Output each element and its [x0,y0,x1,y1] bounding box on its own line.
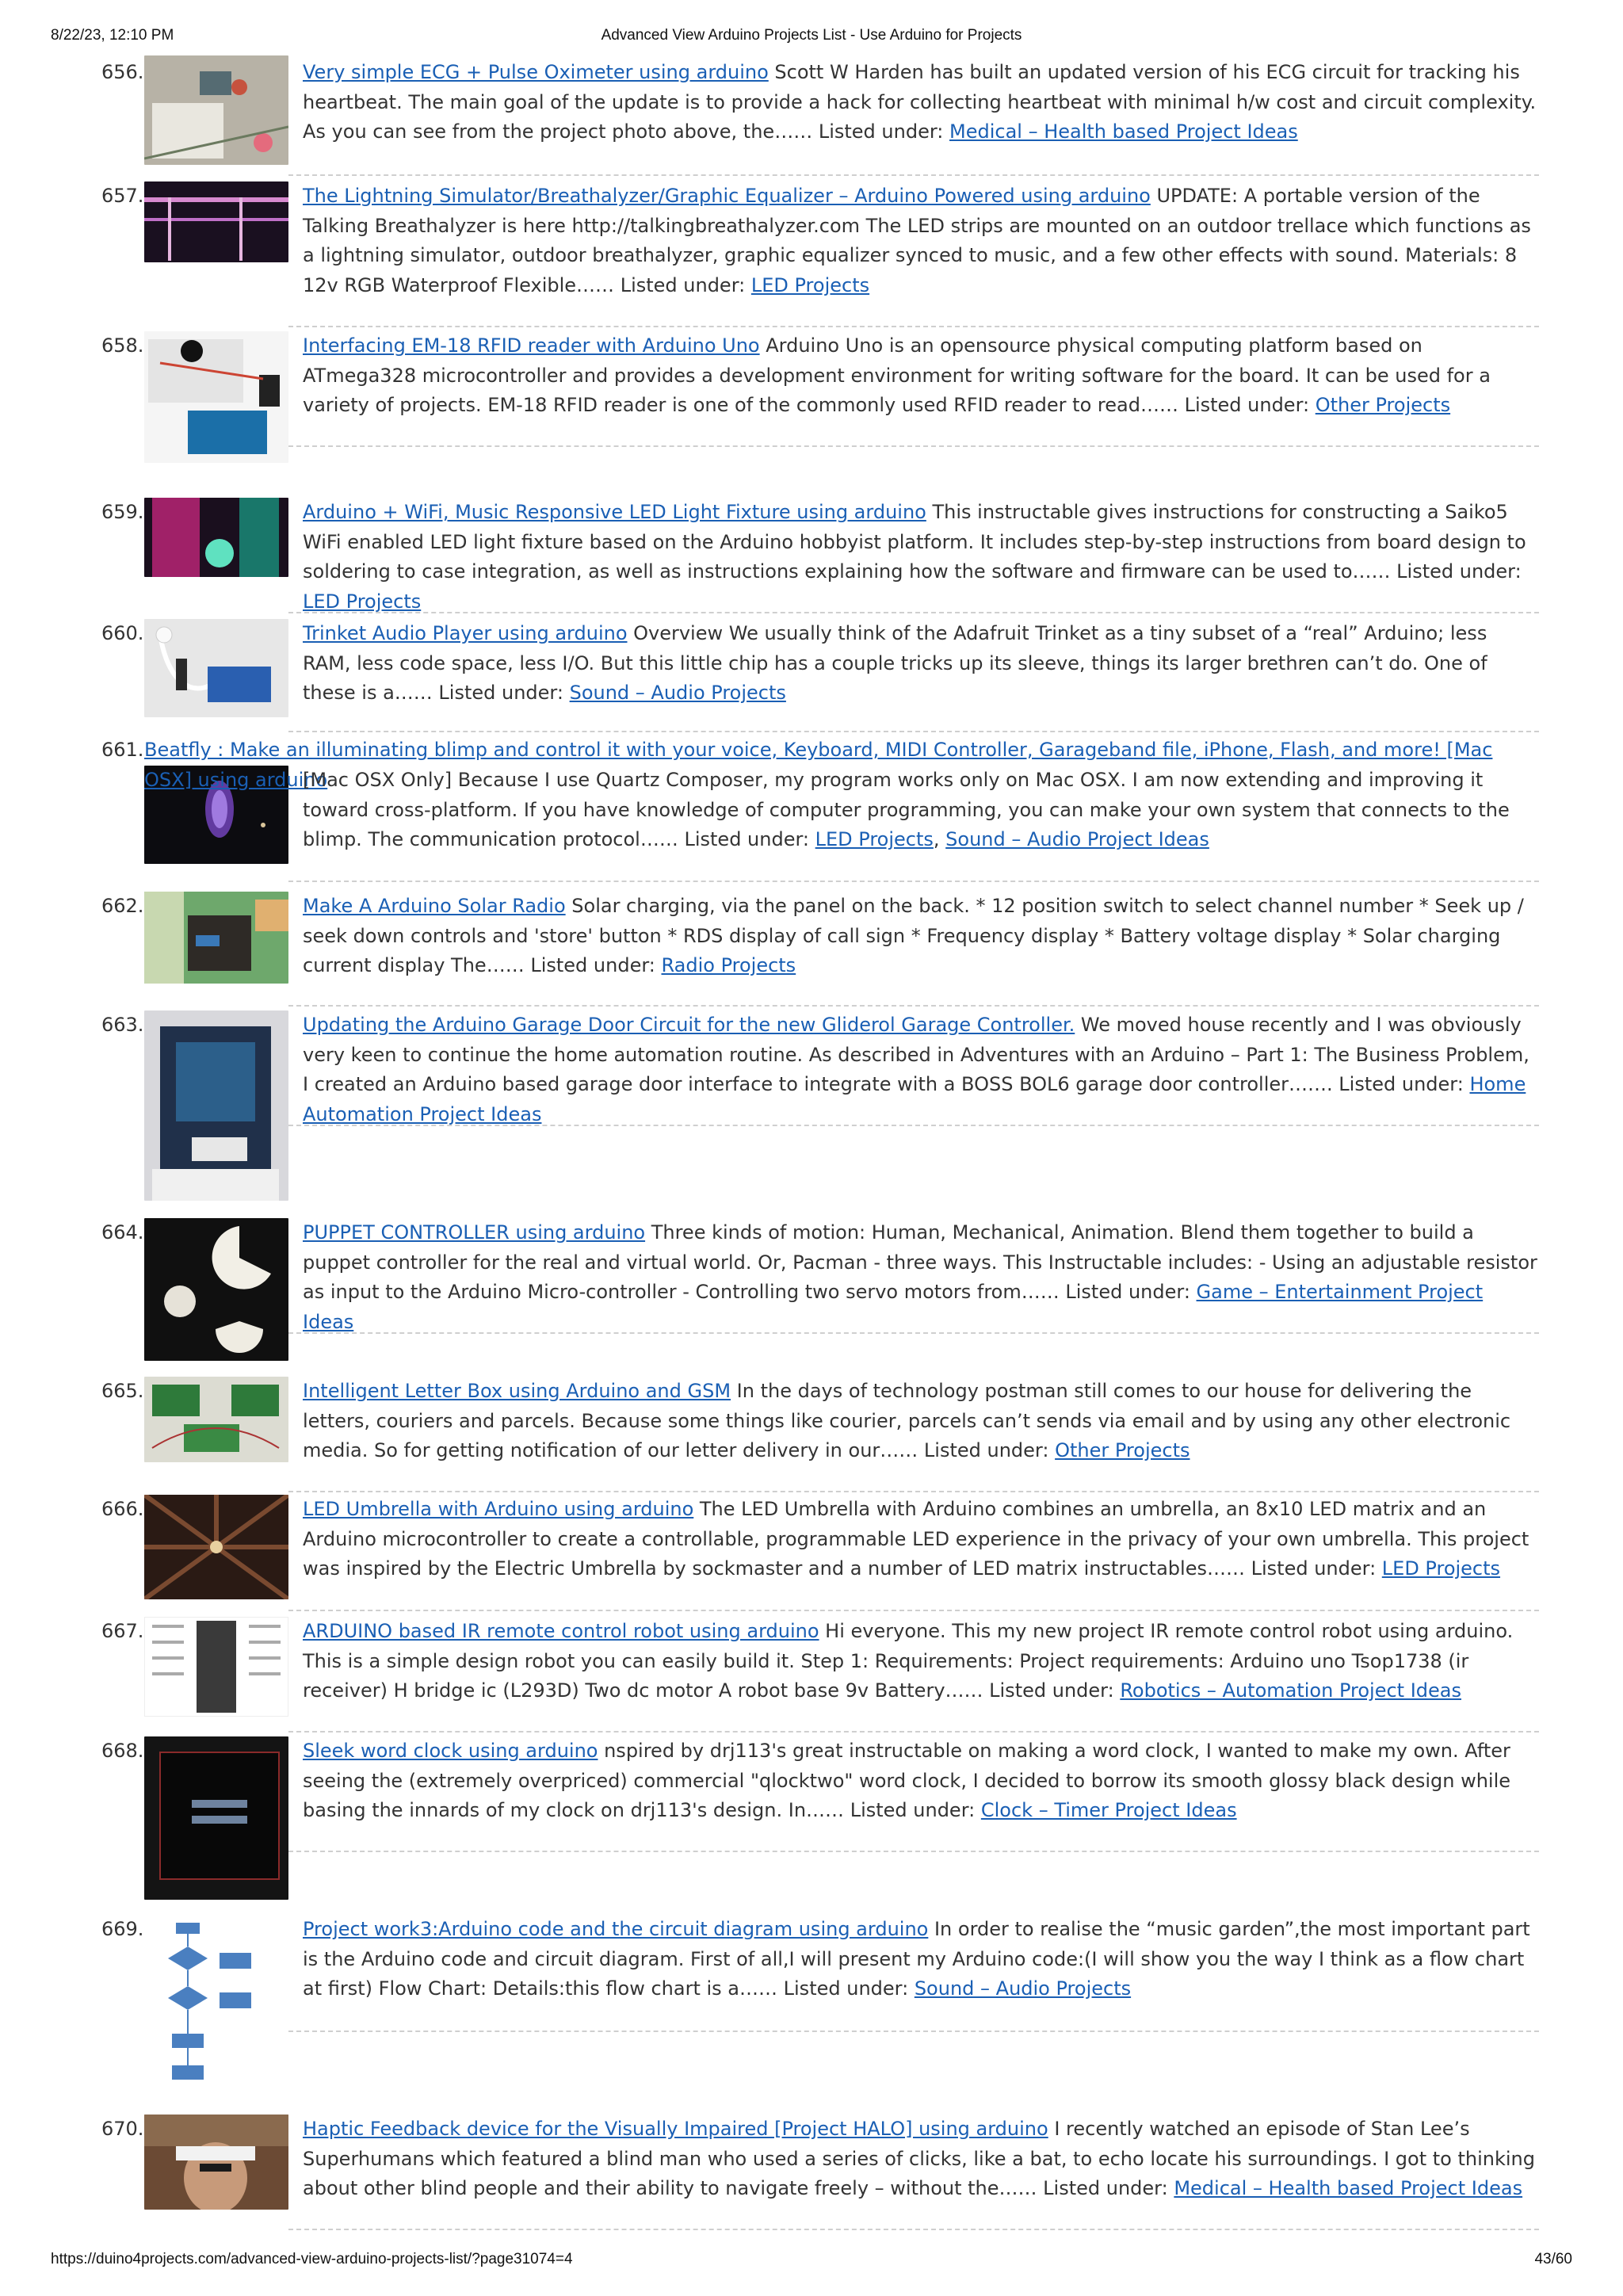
project-title-link[interactable]: Sleek word clock using arduino [303,1740,598,1762]
project-title-link[interactable]: Haptic Feedback device for the Visually Impaired [Project HALO] using arduino [303,2118,1048,2140]
item-text [303,58,1539,147]
listed-under-label: Listed under: [678,828,815,850]
project-description: Hi everyone. This my new project IR remote control robot using arduino. This is a simple design robot you can easily build it. Step 1: Requirements: Project requirements: Arduino uno Tsop1738 (ir receiver) H bridge ic (L293D) Two dc motor A robot base 9v Battery…… [303,1620,1514,1702]
project-title-link[interactable]: Beatfly : Make an illuminating blimp and control it with your voice, Keyboard, MIDI Controller, Garageband file, iPhone, Flash, and more! [Mac OSX] using arduino [144,739,1493,791]
project-title-link[interactable]: Intelligent Letter Box using Arduino and GSM [303,1380,731,1402]
divider [288,1005,1539,1007]
listed-under-label: Listed under: [1059,1281,1197,1303]
project-title-link[interactable]: PUPPET CONTROLLER using arduino [303,1221,646,1244]
project-description: Three kinds of motion: Human, Mechanical, Animation. Blend them together to build a puppet controller for the real and virtual world. Or, Pacman - three ways. This Instructable includes: - Using an adjustable resistor as input to the Arduino Micro-controller - Controlling two servo motors from…… [303,1221,1537,1303]
thumbnail-image [144,1010,288,1201]
thumbnail-image [144,619,288,717]
divider [288,2229,1539,2230]
project-description: In order to realise the “music garden”,the most important part is the Arduino code and circuit diagram. First of all,I will present my Arduino code:(I will show you the way I think as a flow chart at first) Flow Chart: Details:this flow chart is a…… [303,1918,1530,2000]
project-description: Solar charging, via the panel on the back. * 12 position switch to select channel number * Seek up / seek down controls and 'store' button * RDS display of call sign * Frequency display * Battery voltage display * Solar charging current display The…… [303,895,1524,976]
category-link[interactable]: LED Projects [815,828,934,850]
project-description: Scott W Harden has built an updated version of his ECG circuit for tracking his heartbeat. The main goal of the update is to provide a hack for collecting heartbeat with minimal h/w cost and circuit complexity. As you can see from the project photo above, the…… [303,61,1537,143]
listed-under-label: Listed under: [524,954,662,976]
listed-under-label: Listed under: [918,1439,1056,1461]
listed-under-label: Listed under: [777,1977,915,2000]
thumbnail-image [144,1495,288,1599]
item-text [303,498,1539,617]
project-description: We moved house recently and I was obviously very keen to continue the home automation routine. As described in Adventures with an Arduino – Part 1: The Business Problem, I created an Arduino based garage door interface to integrate with a BOSS BOL6 garage door controller……. [303,1014,1529,1095]
item-number: 667. [101,1620,144,1642]
project-description: [Mac OSX Only] Because I use Quartz Composer, my program works only on Mac OSX. I am now extending and improving it toward cross-platform. If you have knowledge of computer programming, you can make your own system that connects to the blimp. The communication protocol…… [303,769,1510,850]
item-number: 661. [101,739,144,761]
category-link[interactable]: Clock – Timer Project Ideas [980,1799,1237,1821]
divider [288,445,1539,447]
item-text-body: [Mac OSX Only] Because I use Quartz Composer, my program works only on Mac OSX. I am now extending and improving it toward cross-platform. If you have knowledge of computer programming, you can make your own system that connects to the blimp. The communication protocol…… Listed under: LED Projects, Sound – Audio Project Ideas [303,769,1510,850]
category-link[interactable]: LED Projects [303,590,422,613]
category-link[interactable]: Sound – Audio Projects [914,1977,1132,2000]
divider [288,2030,1539,2032]
project-title-link[interactable]: ARDUINO based IR remote control robot using arduino [303,1620,819,1642]
category-link[interactable]: Game – Entertainment Project Ideas [303,1281,1484,1333]
listed-under-label: Listed under: [1390,560,1522,583]
category-link[interactable]: Home Automation Project Ideas [303,1073,1526,1125]
project-title-link[interactable]: Make A Arduino Solar Radio [303,895,566,917]
project-description: Arduino Uno is an opensource physical computing platform based on ATmega328 microcontroller and provides a development environment for writing software for the board. It can be used for a variety of projects. EM-18 RFID reader is one of the commonly used RFID reader to read…… [303,334,1491,416]
thumbnail-image [144,1915,288,2089]
project-description: The LED Umbrella with Arduino combines an umbrella, an 8x10 LED matrix and an Arduino microcontroller to create a controllable, programmable LED experience in the privacy of your own umbrella. This project was inspired by the Electric Umbrella by sockmaster and a number of LED matrix instructables…… [303,1498,1529,1580]
project-description: UPDATE: A portable version of the Talking Breathalyzer is here http://talkingbreathalyzer.com The LED strips are mounted on an outdoor trellace which functions as a lightning simulator, outdoor breathalyzer, graphic equalizer synced to music, and a few other effects with sound. Materials: 8 12v RGB Waterproof Flexible…… [303,185,1531,296]
thumbnail-image [144,892,288,984]
item-text [303,1377,1539,1466]
print-datetime: 8/22/23, 12:10 PM [51,27,174,44]
item-number: 668. [101,1740,144,1762]
item-text [303,1218,1539,1337]
item-number: 664. [101,1221,144,1244]
divider [288,1332,1539,1334]
divider [288,1125,1539,1126]
project-title-link[interactable]: Trinket Audio Player using arduino [303,622,628,644]
category-link[interactable]: Sound – Audio Project Ideas [945,828,1209,850]
divider [288,1610,1539,1611]
item-number: 670. [101,2118,144,2140]
project-description: This instructable gives instructions for constructing a Saiko5 WiFi enabled LED light fixture based on the Arduino hobbyist platform. It includes step-by-step instructions from board design to soldering to case integration, as well as instructions explaining how the software and firmware can be used to…… [303,501,1526,583]
thumbnail-image [144,2115,288,2210]
category-link[interactable]: Sound – Audio Projects [569,682,786,704]
category-link[interactable]: Medical – Health based Project Ideas [949,120,1298,143]
category-link[interactable]: Medical – Health based Project Ideas [1174,2177,1523,2199]
item-number: 659. [101,501,144,523]
item-text [303,1915,1539,2004]
category-link[interactable]: Radio Projects [661,954,796,976]
item-text [303,181,1539,300]
project-title-link[interactable]: The Lightning Simulator/Breathalyzer/Graphic Equalizer – Arduino Powered using arduino [303,185,1151,207]
listed-under-label: Listed under: [1244,1557,1382,1580]
item-number: 663. [101,1014,144,1036]
item-text [303,1010,1539,1129]
thumbnail-image [144,55,288,165]
item-number: 656. [101,61,144,83]
project-title-link[interactable]: Interfacing EM-18 RFID reader with Arduino Uno [303,334,760,357]
listed-under-label: Listed under: [1332,1073,1470,1095]
print-header [0,27,1623,51]
print-url: https://duino4projects.com/advanced-view-arduino-projects-list/?page31074=4 [51,2251,573,2267]
category-link[interactable]: Other Projects [1055,1439,1190,1461]
project-title-link[interactable]: LED Umbrella with Arduino using arduino [303,1498,694,1520]
thumbnail-image [144,331,288,463]
divider [288,731,1539,732]
category-link[interactable]: Other Projects [1315,394,1451,416]
item-number: 669. [101,1918,144,1940]
item-number: 666. [101,1498,144,1520]
item-number: 660. [101,622,144,644]
divider [288,1851,1539,1852]
divider [288,612,1539,613]
project-title-link[interactable]: Very simple ECG + Pulse Oximeter using arduino [303,61,769,83]
project-description: In the days of technology postman still comes to our house for delivering the letters, couriers and parcels. Because some things like courier, parcels can’t sends via email and by using any other electronic media. So for getting notification of our letter delivery in our…… [303,1380,1511,1461]
listed-under-label: Listed under: [983,1679,1121,1702]
item-number: 662. [101,895,144,917]
item-number: 665. [101,1380,144,1402]
listed-under-label: Listed under: [432,682,570,704]
listed-under-label: Listed under: [614,273,751,296]
item-text [303,1736,1539,1826]
page-counter: 43/60 [1534,2251,1572,2267]
listed-under-label: Listed under: [844,1799,981,1821]
listed-under-label: Listed under: [812,120,949,143]
divider [288,1491,1539,1492]
print-footer [0,2251,1623,2275]
project-title-link[interactable]: Arduino + WiFi, Music Responsive LED Light Fixture using arduino [303,501,926,523]
item-number: 658. [101,334,144,357]
project-title-link[interactable]: Updating the Arduino Garage Door Circuit for the new Gliderol Garage Controller. [303,1014,1075,1036]
thumbnail-image [144,1736,288,1900]
item-text [303,892,1539,981]
project-description: nspired by drj113's great instructable on making a word clock, I wanted to make my own. After seeing the (extremely overpriced) commercial "qlocktwo" word clock, I decided to borrow its smooth glossy black design while basing the innards of my clock on drj113's design. In…… [303,1740,1511,1821]
divider [288,174,1539,176]
listed-under-label: Listed under: [1178,394,1316,416]
thumbnail-image [144,181,288,262]
divider [288,326,1539,327]
thumbnail-image [144,1218,288,1361]
thumbnail-image [144,1617,288,1717]
project-title-link[interactable]: Project work3:Arduino code and the circuit diagram using arduino [303,1918,929,1940]
item-text [303,619,1539,709]
print-page-title: Advanced View Arduino Projects List - Use Arduino for Projects [601,27,1022,44]
item-text [303,331,1539,421]
listed-under-label: Listed under: [1037,2177,1174,2199]
item-text [303,1495,1539,1584]
category-link[interactable]: LED Projects [1381,1557,1501,1580]
category-link[interactable]: LED Projects [750,273,870,296]
category-link[interactable]: Robotics – Automation Project Ideas [1120,1679,1461,1702]
item-number: 657. [101,185,144,207]
divider [288,1731,1539,1733]
item-text [303,1617,1539,1706]
project-description: Overview We usually think of the Adafruit Trinket as a tiny subset of a “real” Arduino; less RAM, less code space, less I/O. But this little chip has a couple tricks up its sleeve, things its larger brethren can’t do. One of these is a…… [303,622,1487,704]
thumbnail-image [144,498,288,577]
thumbnail-image [144,1377,288,1462]
divider [288,881,1539,882]
item-text [303,2115,1539,2204]
project-description: I recently watched an episode of Stan Lee’s Superhumans which featured a blind man who used a series of clicks, like a bat, to echo locate his surroundings. I got to thinking about other blind people and their ability to navigate freely – without the…… [303,2118,1535,2199]
